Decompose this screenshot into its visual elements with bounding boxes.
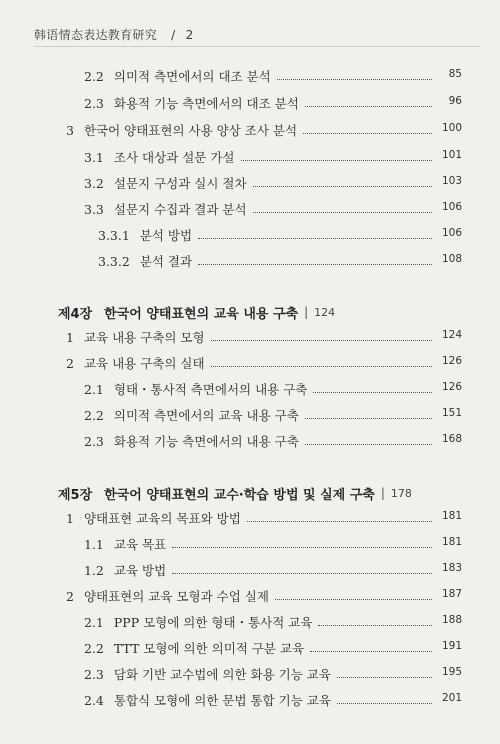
toc-entry-number: 2.2 (84, 407, 104, 423)
toc-entry-title: 의미적 측면에서의 대조 분석 (113, 69, 271, 84)
toc-entry-title: 양태표현 교육의 목표와 방법 (83, 511, 241, 526)
toc-entry (0, 534, 500, 554)
toc-dot-leader (172, 547, 432, 548)
toc-entry-number: 3.3.1 (98, 227, 130, 243)
toc-entry-page: 183 (441, 562, 462, 574)
toc-entry-number: 1.2 (84, 562, 104, 578)
chapter-page: 124 (314, 305, 336, 319)
toc-entry-title: 화용적 기능 측면에서의 대조 분석 (113, 96, 299, 111)
chapter-title: 한국어 양태표현의 교수·학습 방법 및 실제 구축 (104, 487, 375, 503)
toc-entry-number: 3.1 (84, 149, 104, 165)
toc-entry-page: 101 (441, 149, 462, 161)
chapter-label: 제4장 (58, 306, 93, 322)
chapter-page: 178 (390, 486, 412, 500)
toc-entry-page: 126 (441, 355, 462, 367)
toc-entry (0, 612, 500, 632)
toc-entry-number: 2.2 (84, 640, 104, 656)
toc-entry-number: 2.3 (84, 95, 104, 111)
toc-dot-leader (211, 340, 432, 341)
toc-entry-number: 3.3 (84, 201, 104, 217)
toc-entry-page: 191 (441, 640, 462, 652)
toc-entry-title: 담화 기반 교수법에 의한 화용 기능 교육 (113, 667, 331, 682)
toc-dot-leader (303, 133, 432, 134)
toc-entry (0, 66, 500, 86)
toc-entry-title: 화용적 기능 측면에서의 내용 구축 (113, 434, 299, 449)
toc-entry-page: 124 (441, 329, 462, 341)
toc-dot-leader (310, 651, 432, 652)
toc-entry (0, 120, 500, 140)
toc-entry-page: 106 (441, 227, 462, 239)
toc-entry-number: 1 (66, 510, 74, 526)
page-number: 2 (185, 28, 194, 42)
toc-entry-title: 설문지 구성과 실시 절차 (113, 176, 247, 191)
toc-entry-number: 2.4 (84, 692, 104, 708)
toc-entry-page: 187 (441, 588, 462, 600)
chapter-label: 제5장 (58, 487, 93, 503)
toc-entry-title: 조사 대상과 설문 가설 (113, 150, 235, 165)
toc-entry-page: 151 (441, 407, 462, 419)
toc-dot-leader (305, 418, 432, 419)
toc-dot-leader (241, 160, 433, 161)
toc-entry (0, 93, 500, 113)
toc-entry-page: 168 (441, 433, 462, 445)
toc-entry (0, 199, 500, 219)
toc-entry (0, 638, 500, 658)
toc-entry (0, 560, 500, 580)
toc-entry-title: PPP 모형에 의한 형태・통사적 교육 (113, 615, 313, 630)
toc-entry-page: 181 (441, 536, 462, 548)
toc-entry-page: 103 (441, 175, 462, 187)
toc-dot-leader (277, 79, 432, 80)
toc-entry-page: 201 (441, 692, 462, 704)
toc-entry-title: 교육 목표 (113, 537, 167, 552)
toc-entry-page: 85 (448, 68, 462, 80)
toc-entry (0, 251, 500, 271)
toc-dot-leader (172, 573, 432, 574)
toc-entry-number: 3 (66, 122, 74, 138)
toc-entry-page: 195 (441, 666, 462, 678)
toc-entry-title: 의미적 측면에서의 교육 내용 구축 (113, 408, 299, 423)
chapter-title: 한국어 양태표현의 교육 내용 구축 (104, 306, 299, 322)
toc-entry-page: 100 (441, 122, 462, 134)
toc-entry (0, 327, 500, 347)
header-rule (34, 46, 480, 47)
toc-entry-page: 181 (441, 510, 462, 522)
toc-entry (0, 147, 500, 167)
toc-entry-title: TTT 모형에 의한 의미적 구분 교육 (113, 641, 305, 656)
toc-entry (0, 508, 500, 528)
toc-entry-title: 통합식 모형에 의한 문법 통합 기능 교육 (113, 693, 331, 708)
toc-entry-page: 126 (441, 381, 462, 393)
chapter-4-heading (58, 301, 335, 323)
toc-entry-number: 2 (66, 588, 74, 604)
chapter-5-heading (58, 482, 412, 504)
toc-dot-leader (313, 392, 432, 393)
toc-entry-page: 108 (441, 253, 462, 265)
toc-entry-number: 2.3 (84, 666, 104, 682)
toc-entry-number: 1.1 (84, 536, 104, 552)
toc-dot-leader (253, 212, 432, 213)
toc-dot-leader (305, 444, 432, 445)
toc-entry-number: 2 (66, 355, 74, 371)
toc-entry (0, 586, 500, 606)
running-head (34, 26, 194, 43)
toc-entry (0, 431, 500, 451)
toc-dot-leader (337, 703, 432, 704)
toc-entry (0, 173, 500, 193)
toc-entry (0, 353, 500, 373)
running-title: 韩语情态表达教育研究 (34, 28, 158, 42)
toc-entry-title: 분석 방법 (139, 228, 193, 243)
toc-entry-title: 한국어 양태표현의 사용 양상 조사 분석 (83, 123, 298, 138)
toc-entry (0, 225, 500, 245)
toc-entry-number: 2.1 (84, 614, 104, 630)
toc-entry-number: 1 (66, 329, 74, 345)
toc-entry-title: 분석 결과 (139, 254, 193, 269)
toc-entry-title: 설문지 수집과 결과 분석 (113, 202, 247, 217)
toc-entry-page: 106 (441, 201, 462, 213)
toc-entry-number: 2.2 (84, 68, 104, 84)
toc-dot-leader (305, 106, 432, 107)
toc-entry-title: 교육 방법 (113, 563, 167, 578)
toc-entry-number: 2.1 (84, 381, 104, 397)
toc-dot-leader (198, 238, 432, 239)
toc-entry-title: 교육 내용 구축의 실태 (83, 356, 205, 371)
toc-entry-title: 형태・통사적 측면에서의 내용 구축 (113, 382, 308, 397)
chapter-separator: | (380, 486, 385, 500)
toc-dot-leader (198, 264, 432, 265)
toc-dot-leader (275, 599, 432, 600)
toc-entry-number: 2.3 (84, 433, 104, 449)
toc-entry (0, 405, 500, 425)
toc-entry-page: 188 (441, 614, 462, 626)
toc-dot-leader (318, 625, 432, 626)
toc-dot-leader (247, 521, 432, 522)
toc-dot-leader (253, 186, 432, 187)
toc-entry (0, 690, 500, 710)
toc-entry (0, 664, 500, 684)
running-head-separator: / (171, 28, 176, 42)
toc-entry-number: 3.2 (84, 175, 104, 191)
toc-entry-title: 교육 내용 구축의 모형 (83, 330, 205, 345)
toc-entry-title: 양태표현의 교육 모형과 수업 실제 (83, 589, 269, 604)
chapter-separator: | (304, 305, 309, 319)
toc-entry-number: 3.3.2 (98, 253, 130, 269)
toc-entry (0, 379, 500, 399)
toc-dot-leader (211, 366, 432, 367)
toc-entry-page: 96 (448, 95, 462, 107)
toc-dot-leader (337, 677, 432, 678)
